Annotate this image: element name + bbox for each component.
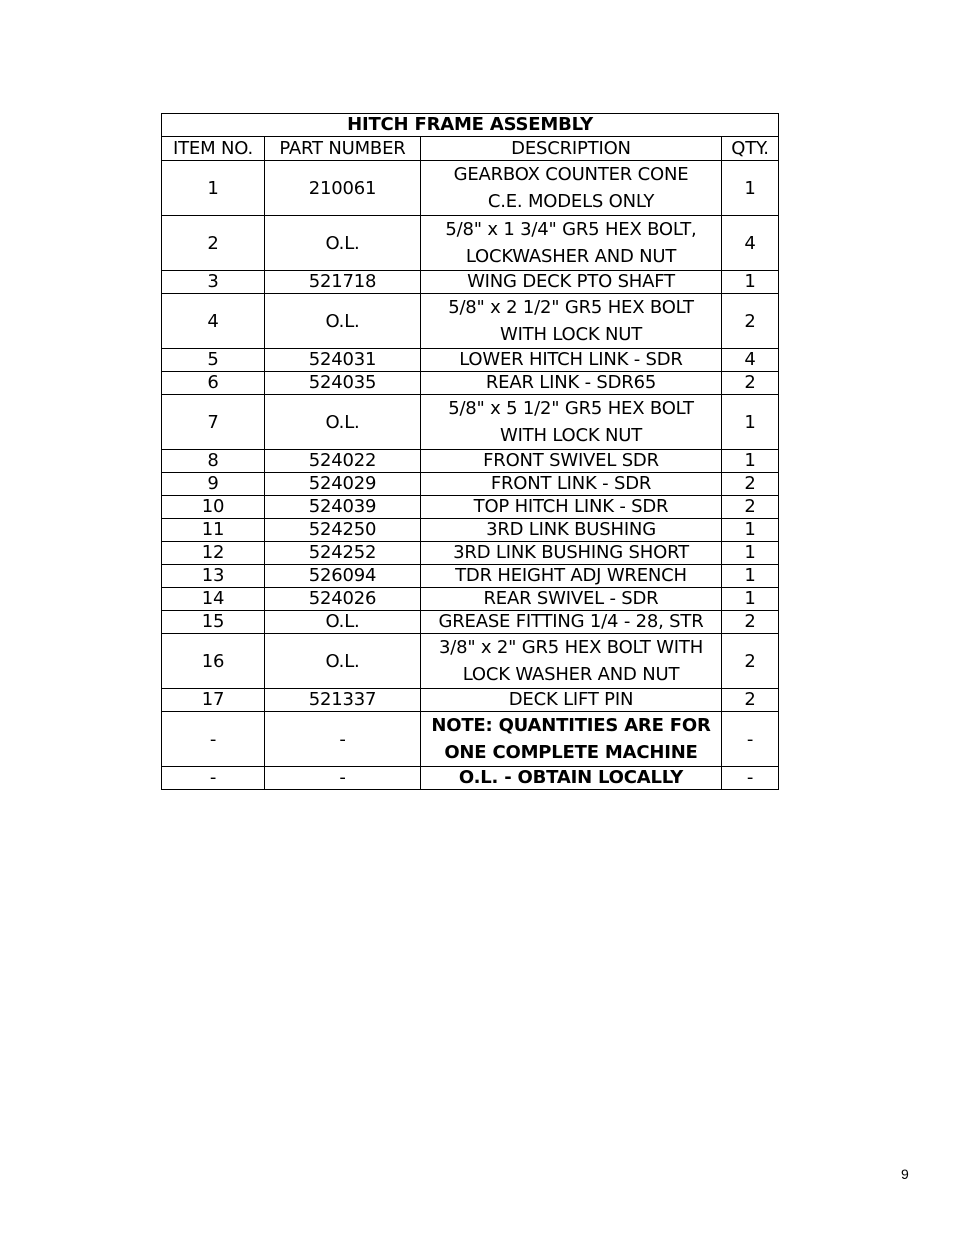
qty-cell: 1 — [722, 450, 779, 473]
qty-cell: 1 — [722, 565, 779, 588]
header-description: DESCRIPTION — [421, 137, 722, 161]
item-no-cell: 16 — [162, 634, 265, 689]
note-description-cell: O.L. - OBTAIN LOCALLY — [421, 767, 722, 790]
part-number-cell: 521718 — [265, 271, 421, 294]
table-row — [162, 473, 779, 496]
part-number-cell: O.L. — [265, 216, 421, 271]
table-row — [162, 395, 779, 450]
description-line: 3/8" x 2" GR5 HEX BOLT WITH — [438, 637, 704, 658]
part-number-cell: 524252 — [265, 542, 421, 565]
part-number-cell: 524029 — [265, 473, 421, 496]
description-line: C.E. MODELS ONLY — [487, 191, 655, 212]
item-no-cell: 6 — [162, 372, 265, 395]
qty-cell: - — [722, 767, 779, 790]
part-number-cell: O.L. — [265, 611, 421, 634]
parts-table — [161, 113, 779, 790]
description-cell: TOP HITCH LINK - SDR — [421, 496, 722, 519]
item-no-cell: 9 — [162, 473, 265, 496]
item-no-cell: 11 — [162, 519, 265, 542]
description-line: NOTE: QUANTITIES ARE FOR — [431, 715, 711, 736]
table-row — [162, 496, 779, 519]
table-row — [162, 689, 779, 712]
description-cell: REAR LINK - SDR65 — [421, 372, 722, 395]
table-row — [162, 634, 779, 689]
qty-cell: 2 — [722, 496, 779, 519]
part-number-cell: 524039 — [265, 496, 421, 519]
table-row — [162, 161, 779, 216]
qty-cell: 1 — [722, 588, 779, 611]
description-cell: 3RD LINK BUSHING — [421, 519, 722, 542]
description-line: LOCK WASHER AND NUT — [462, 664, 680, 685]
description-cell — [421, 294, 722, 349]
header-qty: QTY. — [722, 137, 779, 161]
part-number-cell: 210061 — [265, 161, 421, 216]
description-cell: LOWER HITCH LINK - SDR — [421, 349, 722, 372]
description-cell: WING DECK PTO SHAFT — [421, 271, 722, 294]
qty-cell: 1 — [722, 271, 779, 294]
part-number-cell: O.L. — [265, 395, 421, 450]
item-no-cell: - — [162, 712, 265, 767]
description-cell: REAR SWIVEL - SDR — [421, 588, 722, 611]
description-cell: GREASE FITTING 1/4 - 28, STR — [421, 611, 722, 634]
note-description-cell — [421, 712, 722, 767]
description-cell — [421, 216, 722, 271]
table-row — [162, 216, 779, 271]
table-row — [162, 542, 779, 565]
description-cell: TDR HEIGHT ADJ WRENCH — [421, 565, 722, 588]
part-number-cell: - — [265, 767, 421, 790]
part-number-cell: - — [265, 712, 421, 767]
item-no-cell: - — [162, 767, 265, 790]
table-row — [162, 271, 779, 294]
table-row — [162, 565, 779, 588]
qty-cell: 4 — [722, 216, 779, 271]
part-number-cell: 524250 — [265, 519, 421, 542]
part-number-cell: 524022 — [265, 450, 421, 473]
part-number-cell: 526094 — [265, 565, 421, 588]
item-no-cell: 3 — [162, 271, 265, 294]
header-part-number: PART NUMBER — [265, 137, 421, 161]
table-row — [162, 294, 779, 349]
description-line: WITH LOCK NUT — [499, 425, 643, 446]
description-cell: 3RD LINK BUSHING SHORT — [421, 542, 722, 565]
item-no-cell: 14 — [162, 588, 265, 611]
item-no-cell: 7 — [162, 395, 265, 450]
item-no-cell: 15 — [162, 611, 265, 634]
item-no-cell: 2 — [162, 216, 265, 271]
part-number-cell: 524031 — [265, 349, 421, 372]
qty-cell: 1 — [722, 161, 779, 216]
table-row — [162, 372, 779, 395]
qty-cell: 2 — [722, 473, 779, 496]
part-number-cell: 524035 — [265, 372, 421, 395]
item-no-cell: 1 — [162, 161, 265, 216]
qty-cell: 1 — [722, 542, 779, 565]
description-cell: DECK LIFT PIN — [421, 689, 722, 712]
part-number-cell: 524026 — [265, 588, 421, 611]
qty-cell: 4 — [722, 349, 779, 372]
description-line: 5/8" x 2 1/2" GR5 HEX BOLT — [448, 297, 694, 318]
description-line: GEARBOX COUNTER CONE — [453, 164, 689, 185]
description-cell — [421, 634, 722, 689]
description-cell — [421, 161, 722, 216]
qty-cell: 2 — [722, 634, 779, 689]
qty-cell: 1 — [722, 395, 779, 450]
item-no-cell: 17 — [162, 689, 265, 712]
qty-cell: 1 — [722, 519, 779, 542]
table-row — [162, 450, 779, 473]
description-line: WITH LOCK NUT — [499, 324, 643, 345]
header-item-no: ITEM NO. — [162, 137, 265, 161]
part-number-cell: O.L. — [265, 634, 421, 689]
item-no-cell: 5 — [162, 349, 265, 372]
description-cell — [421, 395, 722, 450]
page-number: 9 — [901, 1166, 909, 1182]
table-row — [162, 519, 779, 542]
description-line: ONE COMPLETE MACHINE — [444, 742, 698, 763]
table-row — [162, 588, 779, 611]
qty-cell: 2 — [722, 294, 779, 349]
description-line: 5/8" x 5 1/2" GR5 HEX BOLT — [448, 398, 694, 419]
part-number-cell: 521337 — [265, 689, 421, 712]
item-no-cell: 13 — [162, 565, 265, 588]
description-cell: FRONT SWIVEL SDR — [421, 450, 722, 473]
item-no-cell: 10 — [162, 496, 265, 519]
description-line: LOCKWASHER AND NUT — [465, 246, 677, 267]
table-row — [162, 349, 779, 372]
part-number-cell: O.L. — [265, 294, 421, 349]
qty-cell: 2 — [722, 689, 779, 712]
table-row — [162, 712, 779, 767]
item-no-cell: 12 — [162, 542, 265, 565]
qty-cell: 2 — [722, 611, 779, 634]
qty-cell: - — [722, 712, 779, 767]
qty-cell: 2 — [722, 372, 779, 395]
table-row — [162, 611, 779, 634]
item-no-cell: 4 — [162, 294, 265, 349]
description-cell: FRONT LINK - SDR — [421, 473, 722, 496]
description-line: 5/8" x 1 3/4" GR5 HEX BOLT, — [445, 219, 697, 240]
table-title: HITCH FRAME ASSEMBLY — [162, 114, 779, 137]
item-no-cell: 8 — [162, 450, 265, 473]
table-row — [162, 767, 779, 790]
